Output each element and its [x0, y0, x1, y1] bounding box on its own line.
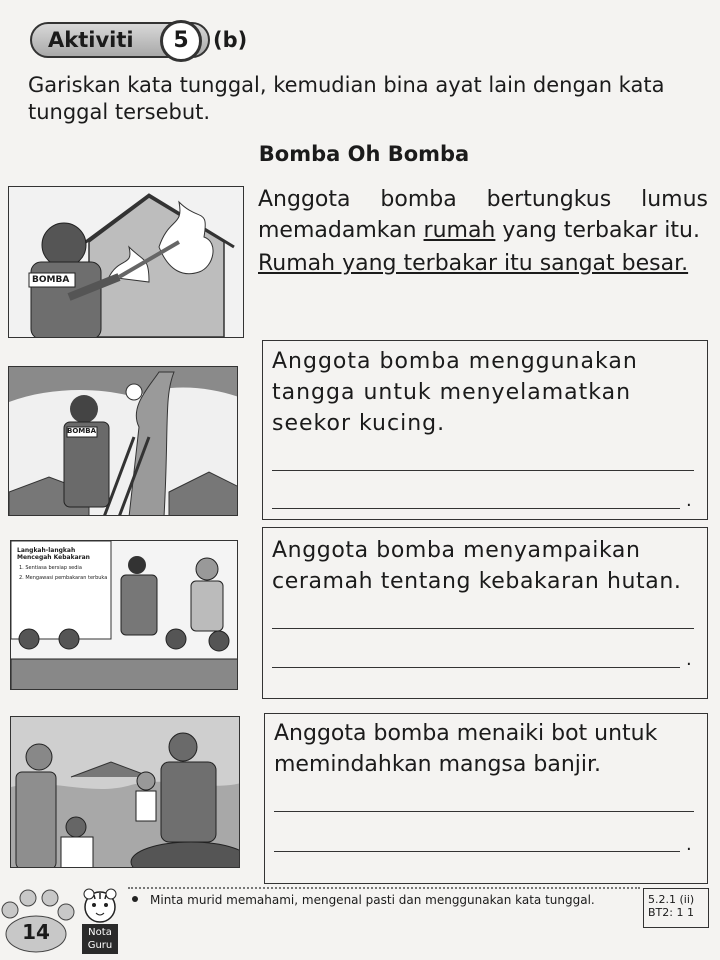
answer-line-2a[interactable] [272, 628, 694, 629]
question-3-text: Anggota bomba menaiki bot untuk memindahkan mangsa banjir. [274, 721, 658, 777]
activity-part: (b) [213, 28, 248, 52]
example-sentence [258, 184, 708, 246]
question-2-text: Anggota bomba menyampaikan ceramah tentang kebakaran hutan. [272, 538, 682, 594]
curriculum-code-box [643, 888, 709, 928]
underlined-word: rumah [423, 218, 496, 243]
curriculum-code-2: BT2: 1 1 [648, 906, 694, 919]
end-mark-1: . [686, 490, 692, 511]
end-mark-2: . [686, 649, 692, 670]
board-title: Langkah-langkah Mencegah Kebakaran [17, 547, 90, 561]
fire-picture [8, 186, 244, 338]
flood-picture [10, 716, 240, 868]
worksheet-title: Bomba Oh Bomba [258, 142, 470, 166]
activity-number: 5 [160, 20, 202, 62]
answer-line-2b[interactable] [272, 667, 680, 668]
badge-text: BOMBA [32, 275, 70, 285]
bullet-icon [132, 896, 138, 902]
question-1-text: Anggota bomba menggunakan tangga untuk menyelamatkan seekor kucing. [272, 349, 638, 436]
answer-line-1a[interactable] [272, 470, 694, 471]
answer-line-3a[interactable] [274, 811, 694, 812]
tiger-mascot-icon [80, 888, 120, 924]
example-sentence-after: yang terbakar itu. [495, 218, 700, 243]
board-item-2: 2. Mengawasi pembakaran terbuka [19, 575, 108, 581]
end-mark-3: . [686, 834, 692, 855]
footer-dotted-line [128, 887, 640, 889]
nota-label: Nota [88, 927, 112, 938]
example-sentence-before: Anggota bomba bertungkus lumus memadamkan [258, 187, 708, 243]
teacher-note: Minta murid memahami, mengenal pasti dan menggunakan kata tunggal. [150, 893, 595, 907]
example-answer: Rumah yang terbakar itu sangat besar. [258, 251, 689, 276]
cat-rescue-picture [8, 366, 238, 516]
activity-label: Aktiviti [48, 28, 134, 52]
talk-picture [10, 540, 238, 690]
answer-line-1b[interactable] [272, 508, 680, 509]
page-number: 14 [22, 920, 50, 944]
answer-line-3b[interactable] [274, 851, 680, 852]
badge-text-2: BOMBA [67, 427, 97, 435]
board-item-1: 1. Sentiasa bersiap sedia [19, 565, 82, 571]
instruction-text: Gariskan kata tunggal, kemudian bina ayat lain dengan kata tunggal tersebut. [28, 73, 665, 124]
curriculum-code-1: 5.2.1 (ii) [648, 893, 695, 906]
guru-label: Guru [87, 940, 113, 951]
